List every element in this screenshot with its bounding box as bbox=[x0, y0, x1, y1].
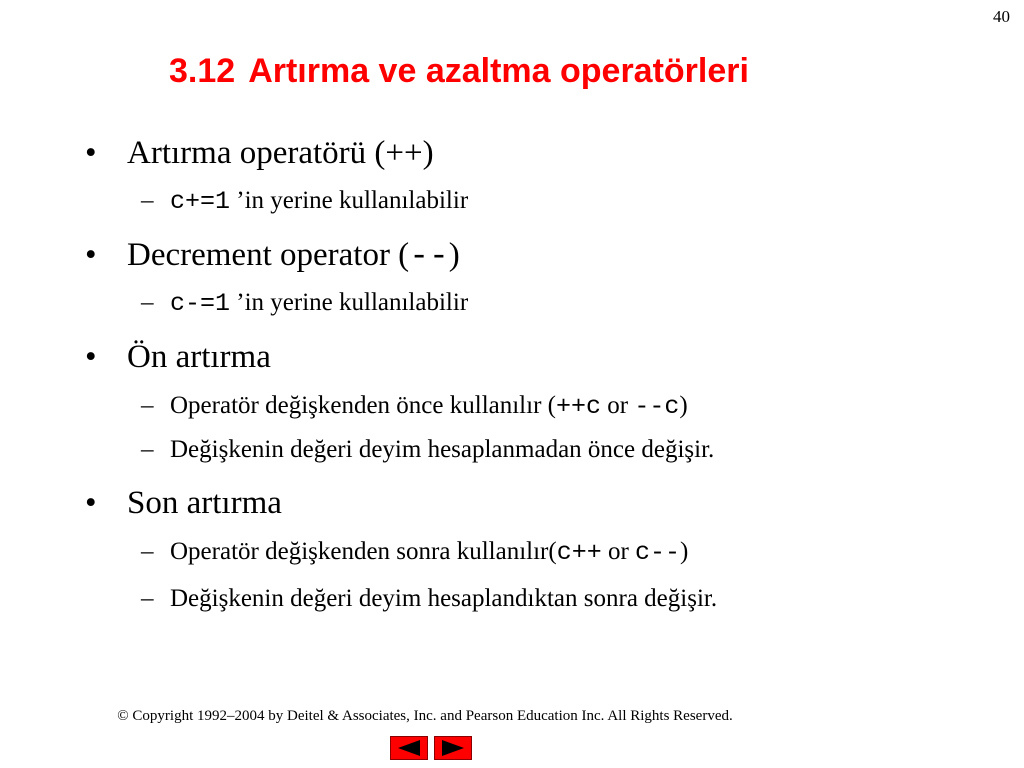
sub-bullet-text: or bbox=[601, 392, 635, 419]
code-text: c+=1 bbox=[170, 187, 231, 216]
sub-bullet-text: ’in yerine kullanılabilir bbox=[230, 187, 469, 214]
sub-bullet-item bbox=[141, 186, 468, 217]
sub-bullet-item bbox=[141, 288, 468, 319]
sub-bullet-item bbox=[141, 584, 717, 614]
copyright-footer: © Copyright 1992–2004 by Deitel & Associates, Inc. and Pearson Education Inc. All Rights Reserved. bbox=[117, 708, 733, 724]
dash-marker: – bbox=[141, 585, 154, 612]
sub-bullet-text: ) bbox=[679, 392, 688, 419]
dash-marker: – bbox=[141, 392, 154, 419]
dash-marker: – bbox=[141, 289, 154, 316]
bullet-text: Son artırma bbox=[127, 485, 282, 521]
sub-bullet-item bbox=[141, 537, 688, 568]
dash-marker: – bbox=[141, 538, 154, 565]
bullet-item bbox=[85, 133, 434, 173]
next-slide-button[interactable] bbox=[434, 736, 472, 760]
code-text: c++ bbox=[556, 538, 602, 567]
code-text: ++c bbox=[555, 392, 601, 421]
sub-bullet-text: ’in yerine kullanılabilir bbox=[230, 289, 469, 316]
bullet-text: ) bbox=[448, 237, 460, 273]
sub-bullet-text: Operatör değişkenden sonra kullanılır( bbox=[170, 538, 557, 565]
previous-slide-button[interactable] bbox=[390, 736, 428, 760]
code-text: c-- bbox=[635, 538, 681, 567]
code-text: --c bbox=[634, 392, 680, 421]
sub-bullet-item bbox=[141, 391, 688, 422]
bullet-item bbox=[85, 337, 271, 377]
page-number: 40 bbox=[993, 7, 1010, 26]
right-arrow-icon bbox=[439, 739, 467, 757]
title-text: Artırma ve azaltma operatörleri bbox=[248, 52, 749, 90]
bullet-text: Decrement operator ( bbox=[127, 237, 410, 273]
slide-title bbox=[169, 52, 749, 91]
left-arrow-icon bbox=[395, 739, 423, 757]
bullet-marker: • bbox=[85, 237, 97, 273]
sub-bullet-text: ) bbox=[680, 538, 689, 565]
sub-bullet-text: Değişkenin değeri deyim hesaplandıktan sonra değişir. bbox=[170, 585, 718, 612]
section-number: 3.12 bbox=[169, 52, 236, 90]
bullet-text: Ön artırma bbox=[127, 339, 271, 375]
bullet-marker: • bbox=[85, 485, 97, 521]
slide-navigation bbox=[390, 736, 472, 760]
dash-marker: – bbox=[141, 187, 154, 214]
bullet-marker: • bbox=[85, 339, 97, 375]
sub-bullet-text: Değişkenin değeri deyim hesaplanmadan önce değişir. bbox=[170, 436, 715, 463]
code-text: c-=1 bbox=[170, 289, 231, 318]
dash-marker: – bbox=[141, 436, 154, 463]
code-text: -- bbox=[409, 238, 449, 275]
bullet-marker: • bbox=[85, 135, 97, 171]
bullet-item bbox=[85, 483, 282, 523]
sub-bullet-text: Operatör değişkenden önce kullanılır ( bbox=[170, 392, 556, 419]
sub-bullet-text: or bbox=[601, 538, 636, 565]
bullet-item bbox=[85, 235, 460, 277]
sub-bullet-item bbox=[141, 435, 714, 465]
bullet-text: Artırma operatörü (++) bbox=[127, 135, 434, 171]
